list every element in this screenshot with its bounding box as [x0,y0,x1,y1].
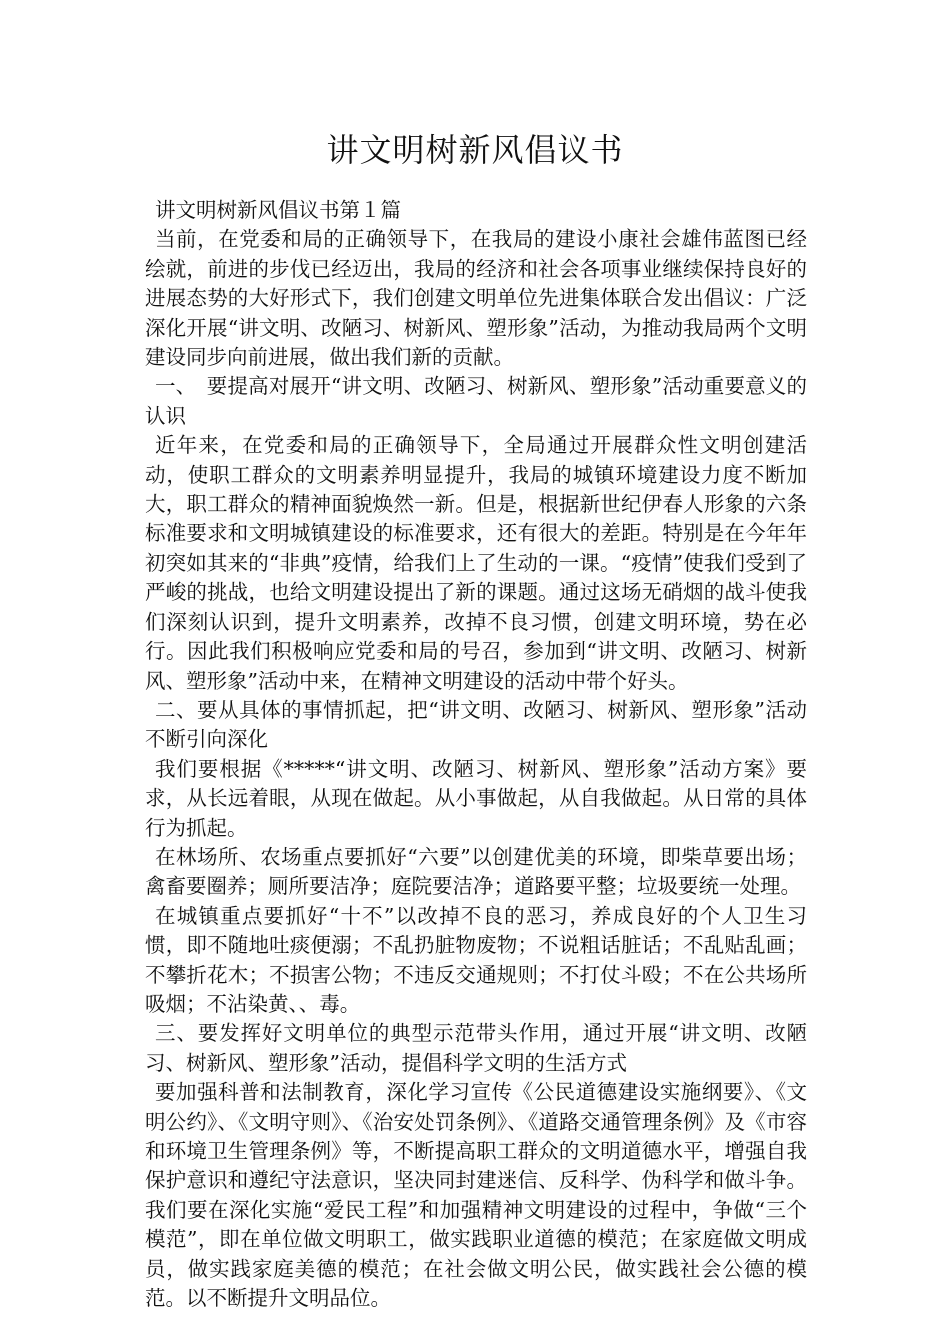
section-heading-3: 三、要发挥好文明单位的典型示范带头作用，通过开展“讲文明、改陋习、树新风、塑形象”活动，提倡科学文明的生活方式 [145,1021,807,1075]
section-heading-2: 二、要从具体的事情抓起，把“讲文明、改陋习、树新风、塑形象”活动不断引向深化 [145,697,807,752]
paragraph-section-2-b: 在林场所、农场重点要抓好“六要”以创建优美的环境，即柴草要出场；禽畜要圈养；厕所要洁净；庭院要洁净；道路要平整；垃圾要统一处理。 [145,844,807,899]
paragraph-section-2-c: 在城镇重点要抓好“十不”以改掉不良的恶习，养成良好的个人卫生习惯，即不随地吐痰便溺；不乱扔脏物废物；不说粗话脏话；不乱贴乱画；不攀折花木；不损害公物；不违反交通规则；不打仗斗殴；不在公共场所吸烟；不沾染黄、、毒。 [145,903,807,1016]
paragraph-section-2-a: 我们要根据《*****“讲文明、改陋习、树新风、塑形象”活动方案》要求，从长远着眼，从现在做起。从小事做起，从自我做起。从日常的具体行为抓起。 [145,756,807,840]
paragraph-intro: 当前，在党委和局的正确领导下，在我局的建设小康社会雄伟蓝图已经绘就，前进的步伐已经迈出，我局的经济和社会各项事业继续保持良好的进展态势的大好形式下，我们创建文明单位先进集体联合发出倡议：广泛深化开展“讲文明、改陋习、树新风、塑形象”活动，为推动我局两个文明建设同步向前进展，做出我们新的贡献。 [145,227,807,370]
document-body [145,196,807,1313]
paragraph-section-3: 要加强科普和法制教育，深化学习宣传《公民道德建设实施纲要》、《文明公约》、《文明守则》、《治安处罚条例》、《道路交通管理条例》及《市容和环境卫生管理条例》等，不断提高职工群众的文明道德水平，增强自我保护意识和遵纪守法意识，坚决同封建迷信、反科学、伪科学和做斗争。我们要在深化实施“爱民工程”和加强精神文明建设的过程中，争做“三个模范”，即在单位做文明职工，做实践职业道德的模范；在家庭做文明成员，做实践家庭美德的模范；在社会做文明公民，做实践社会公德的模范。以不断提升文明品位。 [145,1080,807,1311]
section-heading-1: 一、 要提高对展开“讲文明、改陋习、树新风、塑形象”活动重要意义的认识 [145,374,807,428]
paragraph-subtitle: 讲文明树新风倡议书第１篇 [155,198,401,222]
paragraph-section-1: 近年来，在党委和局的正确领导下，全局通过开展群众性文明创建活动，使职工群众的文明素养明显提升，我局的城镇环境建设力度不断加大，职工群众的精神面貌焕然一新。但是，根据新世纪伊春人形象的六条标准要求和文明城镇建设的标准要求，还有很大的差距。特别是在今年年初突如其来的“非典”疫情，给我们上了生动的一课。“疫情”使我们受到了严峻的挑战，也给文明建设提出了新的课题。通过这场无硝烟的战斗使我们深刻认识到，提升文明素养，改掉不良习惯，创建文明环境，势在必行。因此我们积极响应党委和局的号召，参加到“讲文明、改陋习、树新风、塑形象”活动中来，在精神文明建设的活动中带个好头。 [145,433,807,693]
document-title: 讲文明树新风倡议书 [326,131,624,169]
